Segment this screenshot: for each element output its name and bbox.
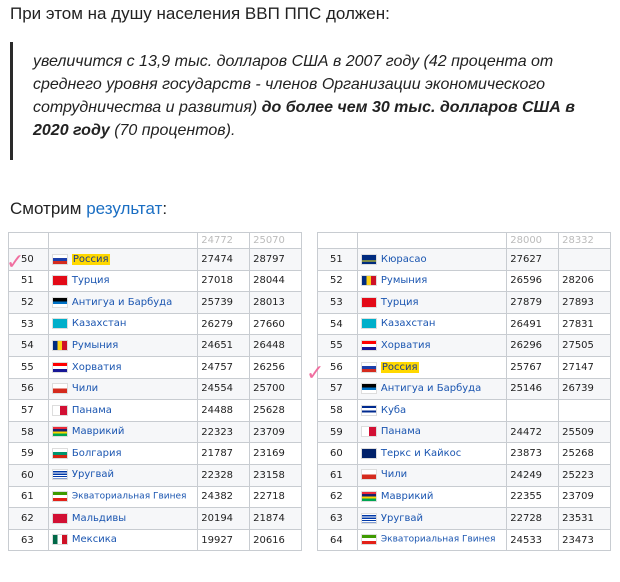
check-mark-right: ✓ [306, 361, 325, 386]
country-link[interactable]: Хорватия [380, 339, 431, 351]
russia-flag-icon [52, 254, 68, 265]
rank-cell: 57 [9, 400, 49, 422]
value-cell: 23531 [559, 508, 611, 530]
value-cell: 26448 [250, 335, 302, 357]
table-row [318, 400, 611, 422]
value-cell: 24249 [507, 464, 559, 486]
country-link[interactable]: Маврикий [71, 426, 125, 438]
rank-cell: 63 [318, 508, 358, 530]
result-suffix: : [162, 199, 168, 218]
country-cell [357, 421, 506, 443]
rank-cell: 59 [318, 421, 358, 443]
partial-cell: 28332 [559, 233, 611, 249]
antigua-flag-icon [52, 297, 68, 308]
value-cell: 23158 [250, 464, 302, 486]
table-row [318, 464, 611, 486]
country-link[interactable]: Турция [71, 275, 110, 287]
antigua-flag-icon [361, 383, 377, 394]
rank-cell: 55 [9, 356, 49, 378]
country-link[interactable]: Румыния [71, 339, 119, 351]
rank-cell: 64 [318, 529, 358, 551]
partial-cell [9, 233, 49, 249]
mexico-flag-icon [52, 534, 68, 545]
value-cell: 25223 [559, 464, 611, 486]
value-cell: 24533 [507, 529, 559, 551]
country-cell [48, 292, 197, 314]
value-cell: 27879 [507, 292, 559, 314]
value-cell: 27831 [559, 313, 611, 335]
uruguay-flag-icon [52, 469, 68, 480]
value-cell: 26279 [198, 313, 250, 335]
country-link[interactable]: Теркс и Кайкос [380, 447, 462, 459]
country-link[interactable]: Уругвай [380, 512, 424, 524]
panama-flag-icon [361, 426, 377, 437]
country-link[interactable]: Куба [380, 404, 407, 416]
right-partial-row [318, 233, 611, 249]
country-link[interactable] [381, 362, 419, 373]
value-cell: 28013 [250, 292, 302, 314]
rank-cell: 52 [318, 270, 358, 292]
table-row [9, 529, 302, 551]
country-link[interactable]: Чили [71, 383, 99, 395]
value-cell: 28044 [250, 270, 302, 292]
value-cell: 21787 [198, 443, 250, 465]
value-cell: 27147 [559, 356, 611, 378]
partial-cell: 25070 [250, 233, 302, 249]
croatia-flag-icon [361, 340, 377, 351]
quote-normal: увеличится с 13,9 тыс. долларов США в 2007 году (42 процента от среднего уровня государств - членов Организации экономического сотрудничества и развития) [33, 53, 554, 116]
table-row [318, 378, 611, 400]
table-row [9, 443, 302, 465]
value-cell: 28206 [559, 270, 611, 292]
rank-cell: 60 [318, 443, 358, 465]
country-cell [48, 400, 197, 422]
table-row [9, 400, 302, 422]
value-cell: 21874 [250, 508, 302, 530]
table-row [318, 292, 611, 314]
table-row [318, 356, 611, 378]
value-cell: 24651 [198, 335, 250, 357]
value-cell: 20194 [198, 508, 250, 530]
value-cell: 24757 [198, 356, 250, 378]
value-cell: 23709 [250, 421, 302, 443]
table-row [9, 421, 302, 443]
country-link[interactable]: Антигуа и Барбуда [71, 296, 173, 308]
highlighted-country: Россия [381, 361, 418, 373]
value-cell: 25509 [559, 421, 611, 443]
country-link[interactable]: Маврикий [380, 491, 434, 503]
bulgaria-flag-icon [52, 448, 68, 459]
country-link[interactable]: Экваториальная Гвинея [380, 534, 496, 545]
country-link[interactable]: Казахстан [71, 318, 127, 330]
country-cell [48, 249, 197, 271]
country-cell [357, 464, 506, 486]
table-row [9, 292, 302, 314]
value-cell: 25739 [198, 292, 250, 314]
rank-cell: 60 [9, 464, 49, 486]
mauritius-flag-icon [361, 491, 377, 502]
country-cell [357, 270, 506, 292]
rank-cell: 63 [9, 529, 49, 551]
chile-flag-icon [52, 383, 68, 394]
country-link[interactable]: Казахстан [380, 318, 436, 330]
value-cell: 27018 [198, 270, 250, 292]
kazakhstan-flag-icon [52, 318, 68, 329]
value-cell: 25628 [250, 400, 302, 422]
value-cell: 19927 [198, 529, 250, 551]
quote-bold: до более чем 30 тыс. долларов США в 2020 году [33, 99, 575, 139]
left-partial-row [9, 233, 302, 249]
rank-cell: 50 [9, 249, 49, 271]
turkey-flag-icon [361, 297, 377, 308]
country-cell [48, 270, 197, 292]
panama-flag-icon [52, 405, 68, 416]
country-cell [48, 508, 197, 530]
country-link[interactable]: Уругвай [71, 469, 115, 481]
partial-cell [357, 233, 506, 249]
table-row [9, 508, 302, 530]
mauritius-flag-icon [52, 426, 68, 437]
rank-cell: 56 [318, 356, 358, 378]
value-cell: 26739 [559, 378, 611, 400]
turkey-flag-icon [52, 275, 68, 286]
value-cell: 25700 [250, 378, 302, 400]
value-cell: 26491 [507, 313, 559, 335]
country-link[interactable]: Панама [380, 426, 421, 438]
country-link[interactable]: Экваториальная Гвинея [71, 491, 187, 502]
value-cell: 23473 [559, 529, 611, 551]
chile-flag-icon [361, 469, 377, 480]
eqguinea-flag-icon [361, 534, 377, 545]
intro-text: При этом на душу населения ВВП ППС должен: [10, 4, 390, 23]
value-cell: 27505 [559, 335, 611, 357]
curacao-flag-icon [361, 254, 377, 265]
table-row [318, 270, 611, 292]
value-cell [559, 400, 611, 422]
rank-cell: 58 [318, 400, 358, 422]
value-cell: 25146 [507, 378, 559, 400]
partial-cell: 24772 [198, 233, 250, 249]
value-cell: 25268 [559, 443, 611, 465]
maldives-flag-icon [52, 513, 68, 524]
right-ranking-table [317, 232, 617, 572]
country-link[interactable]: Турция [380, 296, 419, 308]
value-cell: 28797 [250, 249, 302, 271]
country-link[interactable]: Хорватия [71, 361, 122, 373]
country-link[interactable]: Мексика [71, 534, 117, 546]
left-table [8, 232, 302, 551]
table-row [9, 249, 302, 271]
value-cell: 22323 [198, 421, 250, 443]
rank-cell: 51 [9, 270, 49, 292]
table-row [318, 443, 611, 465]
rank-cell: 53 [9, 313, 49, 335]
country-cell [48, 356, 197, 378]
country-cell [48, 529, 197, 551]
rank-cell: 55 [318, 335, 358, 357]
partial-cell: 28000 [507, 233, 559, 249]
country-cell [357, 529, 506, 551]
highlighted-country: Россия [72, 253, 109, 265]
quote-tail: (70 процентов). [109, 122, 236, 139]
turks-flag-icon [361, 448, 377, 459]
table-row [318, 529, 611, 551]
russia-flag-icon [361, 362, 377, 373]
country-link[interactable] [72, 254, 110, 265]
rank-cell: 58 [9, 421, 49, 443]
table-row [9, 356, 302, 378]
value-cell: 22355 [507, 486, 559, 508]
country-link[interactable]: Антигуа и Барбуда [380, 383, 482, 395]
country-cell [357, 400, 506, 422]
country-cell [357, 378, 506, 400]
country-cell [357, 508, 506, 530]
rank-cell: 62 [318, 486, 358, 508]
country-link[interactable]: Румыния [380, 275, 428, 287]
country-link[interactable]: Болгария [71, 447, 122, 459]
check-mark-left: ✓ [6, 250, 25, 275]
value-cell: 22328 [198, 464, 250, 486]
table-row [9, 335, 302, 357]
country-cell [357, 292, 506, 314]
table-row [9, 313, 302, 335]
country-cell [48, 464, 197, 486]
value-cell: 24488 [198, 400, 250, 422]
country-link[interactable]: Чили [380, 469, 408, 481]
value-cell: 23169 [250, 443, 302, 465]
rank-cell: 56 [9, 378, 49, 400]
result-link[interactable]: результат [86, 199, 163, 218]
partial-cell [318, 233, 358, 249]
cuba-flag-icon [361, 405, 377, 416]
value-cell [559, 249, 611, 271]
table-row [318, 486, 611, 508]
value-cell [507, 400, 559, 422]
country-cell [48, 313, 197, 335]
rank-cell: 61 [9, 486, 49, 508]
country-cell [357, 443, 506, 465]
rank-cell: 57 [318, 378, 358, 400]
table-row [318, 508, 611, 530]
rank-cell: 59 [9, 443, 49, 465]
table-row [9, 464, 302, 486]
value-cell: 26296 [507, 335, 559, 357]
country-cell [48, 335, 197, 357]
eqguinea-flag-icon [52, 491, 68, 502]
value-cell: 24554 [198, 378, 250, 400]
value-cell: 27893 [559, 292, 611, 314]
country-cell [357, 335, 506, 357]
rank-cell: 51 [318, 249, 358, 271]
rank-cell: 61 [318, 464, 358, 486]
country-cell [357, 486, 506, 508]
rank-cell: 62 [9, 508, 49, 530]
table-row [318, 313, 611, 335]
value-cell: 27474 [198, 249, 250, 271]
table-row [318, 249, 611, 271]
country-cell [48, 443, 197, 465]
right-table [317, 232, 611, 551]
value-cell: 24382 [198, 486, 250, 508]
kazakhstan-flag-icon [361, 318, 377, 329]
country-cell [48, 378, 197, 400]
croatia-flag-icon [52, 362, 68, 373]
value-cell: 26596 [507, 270, 559, 292]
table-row [318, 421, 611, 443]
partial-cell [48, 233, 197, 249]
uruguay-flag-icon [361, 513, 377, 524]
romania-flag-icon [52, 340, 68, 351]
country-link[interactable]: Кюрасао [380, 253, 427, 265]
table-row [9, 270, 302, 292]
country-cell [48, 421, 197, 443]
table-row [318, 335, 611, 357]
blockquote [10, 42, 600, 160]
value-cell: 26256 [250, 356, 302, 378]
value-cell: 27627 [507, 249, 559, 271]
value-cell: 23709 [559, 486, 611, 508]
value-cell: 25767 [507, 356, 559, 378]
rank-cell: 54 [9, 335, 49, 357]
rank-cell: 54 [318, 313, 358, 335]
rank-cell: 52 [9, 292, 49, 314]
country-cell [357, 313, 506, 335]
value-cell: 22718 [250, 486, 302, 508]
rank-cell: 53 [318, 292, 358, 314]
country-link[interactable]: Мальдивы [71, 512, 127, 524]
left-ranking-table [8, 232, 308, 572]
value-cell: 22728 [507, 508, 559, 530]
result-line [10, 199, 167, 219]
result-prefix: Смотрим [10, 199, 87, 218]
country-link[interactable]: Панама [71, 404, 112, 416]
country-cell [48, 486, 197, 508]
value-cell: 20616 [250, 529, 302, 551]
table-row [9, 378, 302, 400]
country-cell [357, 249, 506, 271]
value-cell: 24472 [507, 421, 559, 443]
value-cell: 27660 [250, 313, 302, 335]
table-row [9, 486, 302, 508]
country-cell [357, 356, 506, 378]
romania-flag-icon [361, 275, 377, 286]
value-cell: 23873 [507, 443, 559, 465]
